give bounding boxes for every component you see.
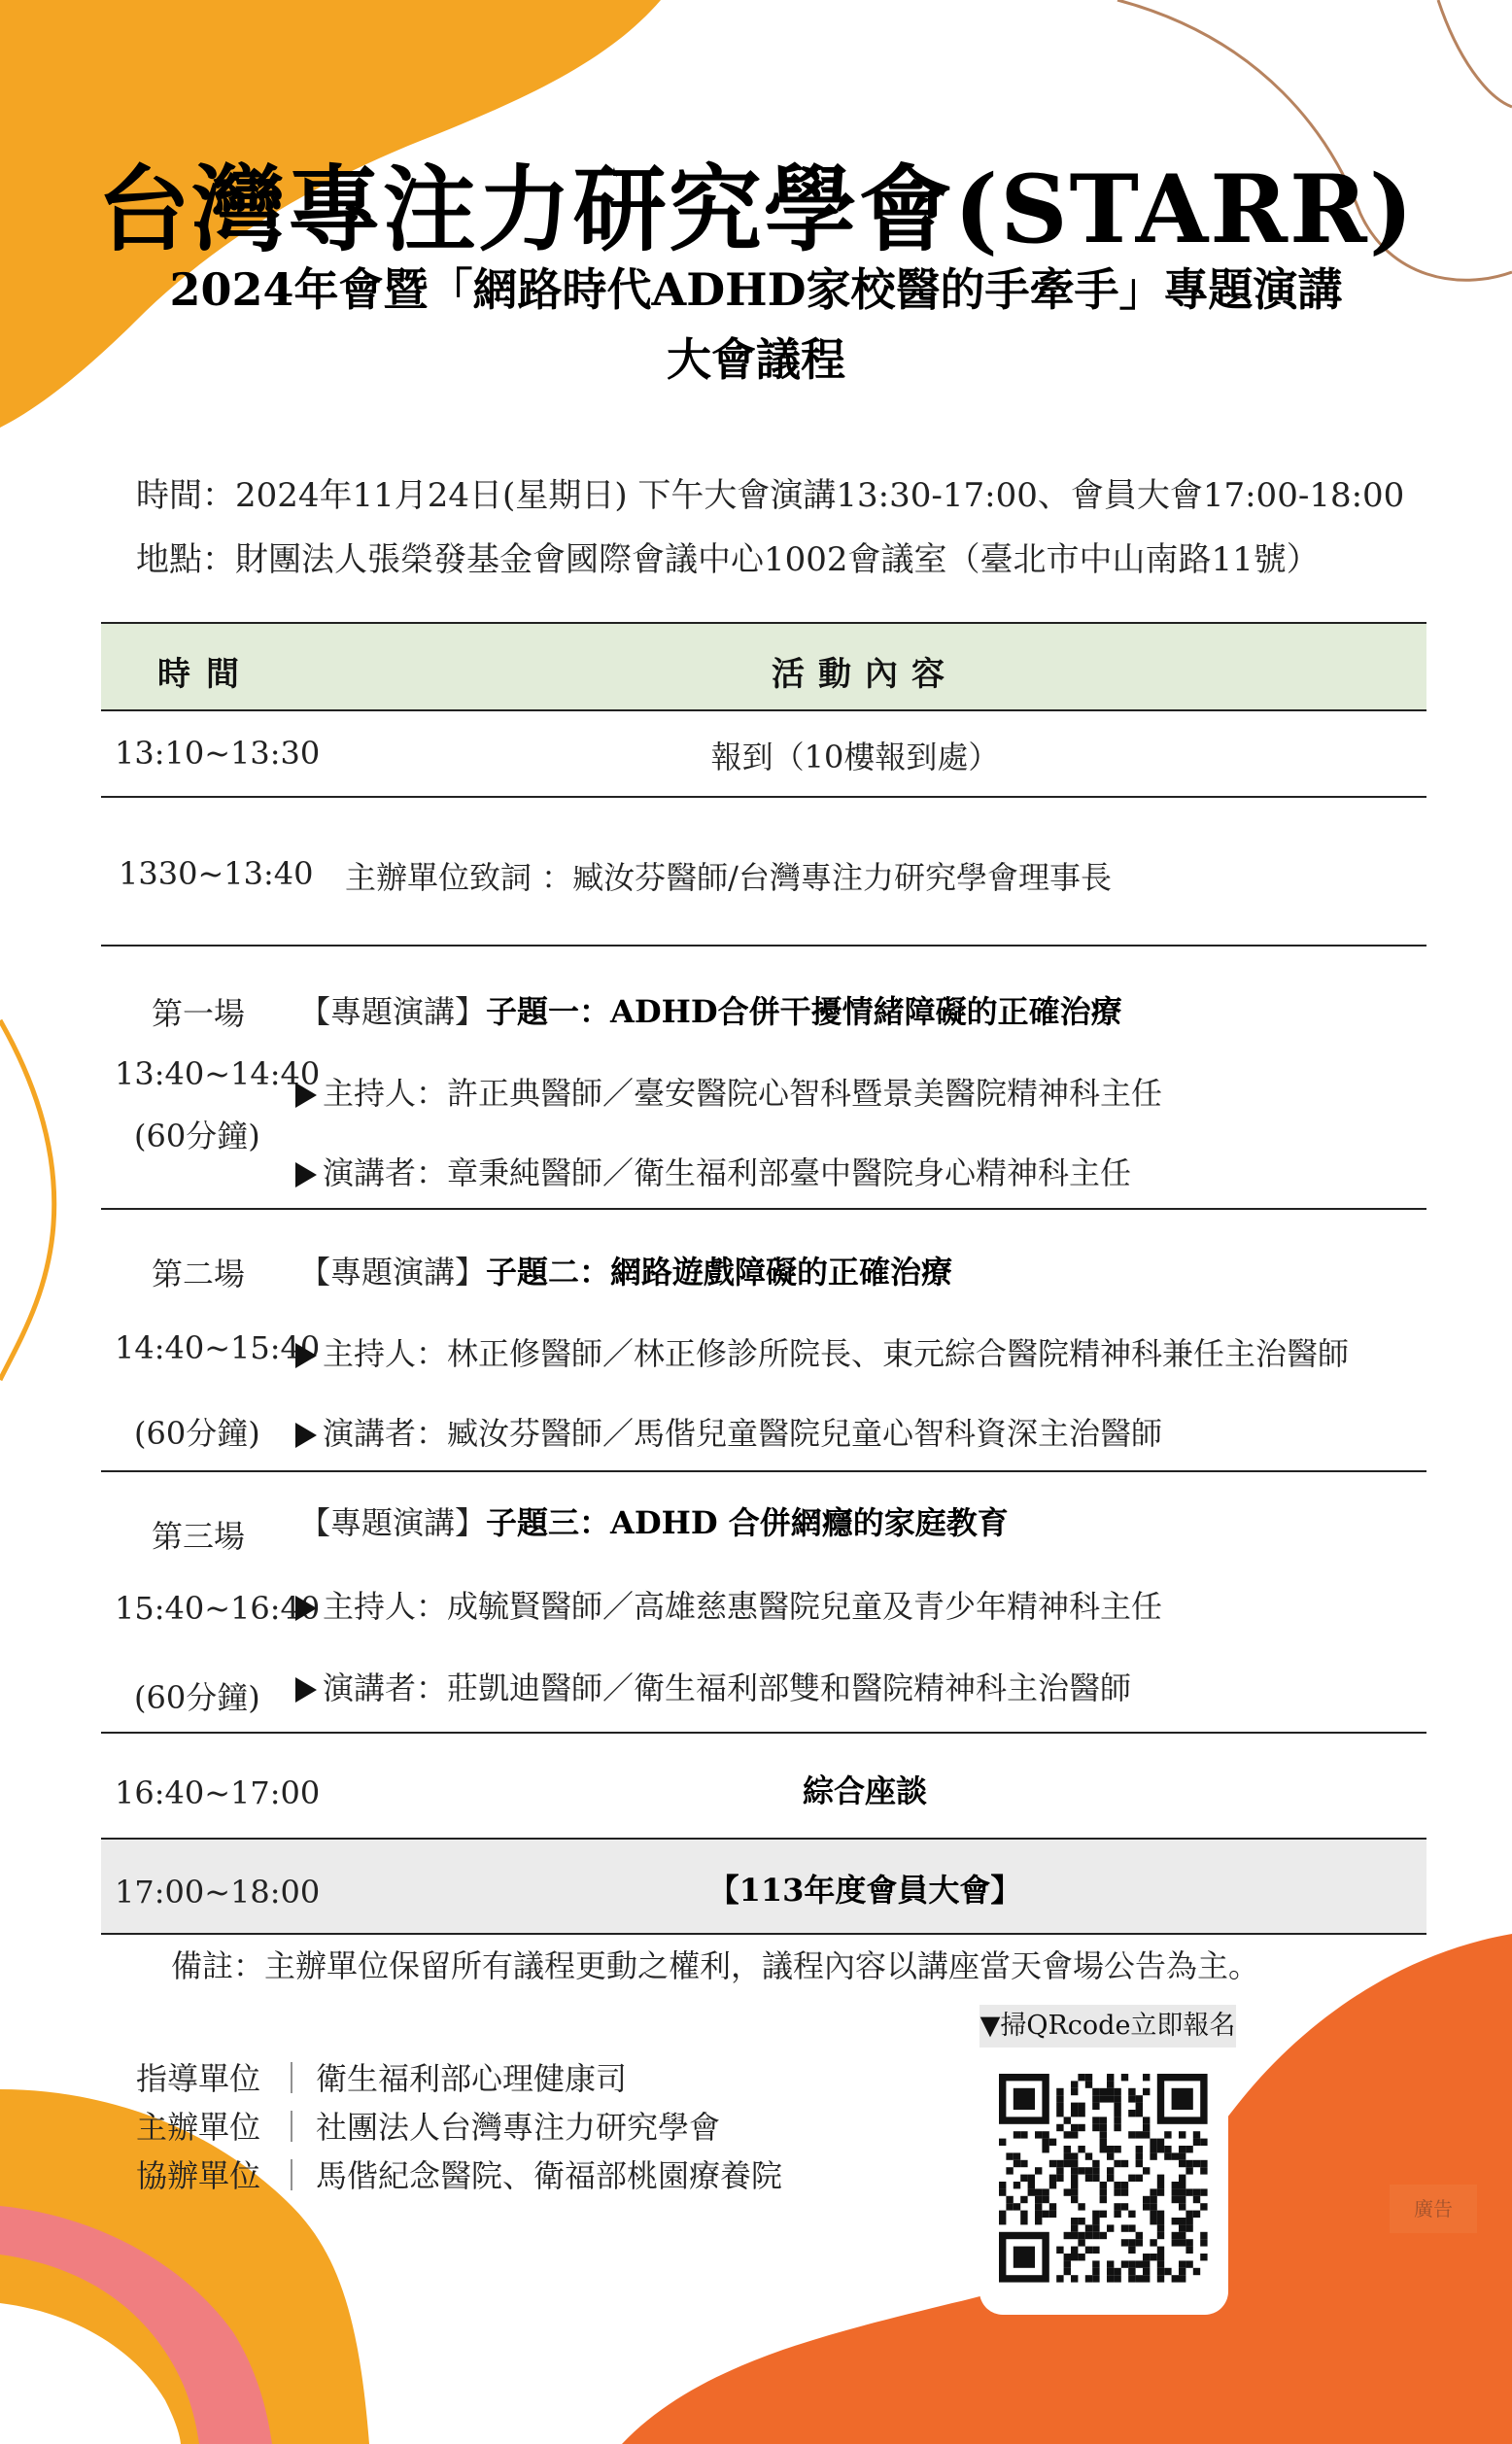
triangle-bullet-icon [295,1423,317,1448]
organizer-host: 主辦單位 ｜ 社團法人台灣專注力研究學會 [136,2109,721,2146]
session1-tag: 【專題演講】 [299,993,487,1030]
disclaimer-note: 備註：主辦單位保留所有議程更動之權利，議程內容以講座當天會場公告為主。 [171,1947,1260,1984]
session2-topic: 子題二：網路遊戲障礙的正確治療 [486,1254,953,1291]
session2-label: 第二場 [152,1256,246,1292]
session3-label: 第三場 [152,1518,246,1555]
session1-duration: (60分鐘) [134,1118,260,1154]
triangle-bullet-icon [295,1343,317,1368]
session2-duration: (60分鐘) [134,1415,260,1452]
session1-speaker: 演講者：章秉純醫師／衛生福利部臺中醫院身心精神科主任 [295,1149,1131,1193]
table-header [101,622,1426,711]
session1-time: 13:40~14:40 [115,1055,321,1092]
qr-register-label: ▼掃QRcode立即報名 [979,2005,1236,2048]
session2-time: 14:40~15:40 [115,1329,321,1366]
row-divider [101,1838,1426,1840]
session1-title [299,987,1122,1032]
session3-time: 15:40~16:40 [115,1590,321,1627]
event-subtitle: 2024年會暨「網路時代ADHD家校醫的手牽手」專題演講 [169,263,1343,316]
checkin-time: 13:10~13:30 [115,735,321,772]
organizer-co-host: 協辦單位 ｜ 馬偕紀念醫院、衛福部桃園療養院 [136,2157,783,2194]
session1-label: 第一場 [152,995,246,1032]
opening-content: 主辦單位致詞 ：臧汝芬醫師/台灣專注力研究學會理事長 [345,859,1112,896]
triangle-bullet-icon [295,1677,317,1703]
session1-host: 主持人：許正典醫師／臺安醫院心智科暨景美醫院精神科主任 [295,1069,1162,1114]
session3-topic: 子題三：ADHD 合併網癮的家庭教育 [486,1504,1009,1541]
session2-host: 主持人：林正修醫師／林正修診所院長、東元綜合醫院精神科兼任主治醫師 [295,1329,1349,1374]
page-title: 台灣專注力研究學會(STARR) [96,155,1416,264]
checkin-content: 報到（10樓報到處） [710,739,1000,775]
row-divider [101,1732,1426,1734]
session3-speaker: 演講者：莊凱迪醫師／衛生福利部雙和醫院精神科主治醫師 [295,1664,1131,1708]
members-time: 17:00~18:00 [115,1874,321,1910]
row-divider [101,1208,1426,1210]
row-divider [101,1470,1426,1472]
triangle-bullet-icon [295,1162,317,1188]
members-content: 【113年度會員大會】 [707,1872,1022,1909]
panel-time: 16:40~17:00 [115,1774,321,1811]
column-header-time: 時間 [157,655,255,694]
session2-speaker: 演講者：臧汝芬醫師／馬偕兒童醫院兒童心智科資深主治醫師 [295,1409,1162,1454]
organizer-guidance: 指導單位 ｜ 衛生福利部心理健康司 [136,2060,628,2097]
session3-tag: 【專題演講】 [299,1504,487,1541]
session2-title [299,1248,952,1292]
session3-host: 主持人：成毓賢醫師／高雄慈惠醫院兒童及青少年精神科主任 [295,1582,1162,1627]
ad-badge[interactable]: 廣告 [1390,2185,1477,2233]
panel-content: 綜合座談 [802,1773,927,1809]
column-header-content: 活動內容 [772,655,958,694]
session2-tag: 【專題演講】 [299,1254,487,1291]
session3-duration: (60分鐘) [134,1679,260,1716]
row-divider [101,796,1426,798]
event-place: 地點：財團法人張榮發基金會國際會議中心1002會議室（臺北市中山南路11號） [136,540,1320,579]
session3-title [299,1498,1009,1543]
agenda-title: 大會議程 [667,333,845,386]
triangle-bullet-icon [295,1596,317,1621]
event-time: 時間：2024年11月24日(星期日) 下午大會演講13:30-17:00、會員大會17:00-18:00 [136,476,1405,515]
row-divider [101,1933,1426,1935]
row-divider [101,945,1426,947]
opening-time: 1330~13:40 [119,855,314,892]
qr-code-icon[interactable] [979,2050,1228,2315]
triangle-bullet-icon [295,1083,317,1108]
session1-topic: 子題一：ADHD合併干擾情緒障礙的正確治療 [486,993,1122,1030]
